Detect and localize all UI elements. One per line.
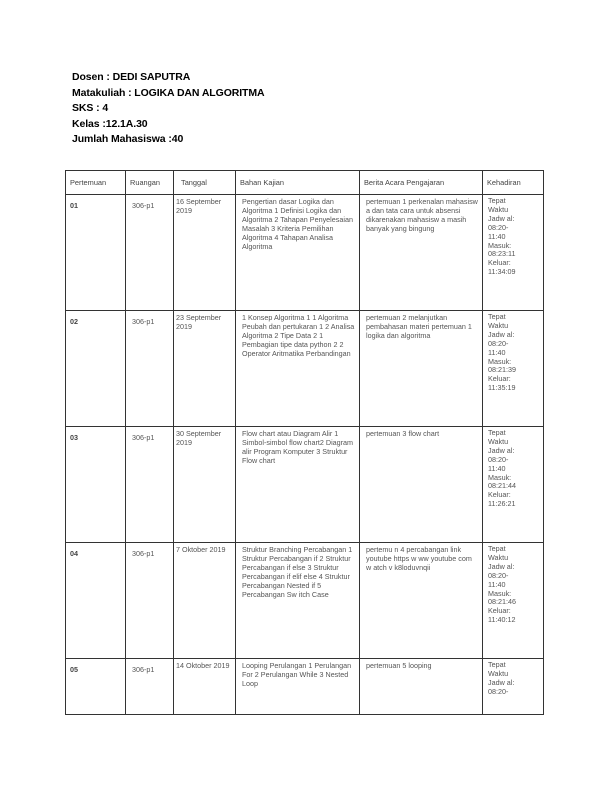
credit-units: SKS : 4 [72, 102, 109, 114]
column-header-pertemuan: Pertemuan [66, 171, 126, 195]
lecturer-name: Dosen : DEDI SAPUTRA [72, 71, 191, 83]
meeting-number: 04 [70, 549, 78, 558]
teaching-report: pertemuan 1 perkenalan mahasisw a dan tata cara untuk absensi dikarenakan mahasisw a masih banyak yang bingung [366, 197, 478, 233]
teaching-report: pertemuan 3 flow chart [366, 429, 440, 438]
room: 306-p1 [132, 665, 155, 674]
meeting-date: 30 September 2019 [176, 429, 222, 447]
column-header-berita-acara: Berita Acara Pengajaran [360, 171, 483, 195]
column-header-tanggal: Tanggal [174, 171, 236, 195]
teaching-report: pertemuan 2 melanjutkan pembahasan materi pertemuan 1 logika dan algoritma [366, 313, 472, 340]
table-row [66, 427, 544, 543]
meeting-number: 03 [70, 433, 78, 442]
room: 306-p1 [132, 549, 155, 558]
class-code: Kelas :12.1A.30 [72, 117, 148, 130]
course-name: Matakuliah : LOGIKA DAN ALGORITMA [72, 86, 265, 99]
table-header-row [66, 171, 544, 195]
attendance: Tepat Waktu Jadw al: 08:20- 11:40 Masuk: 08:21:44 Keluar: 11:26:21 [488, 428, 516, 509]
meeting-date: 7 Oktober 2019 [176, 545, 226, 554]
meeting-date: 16 September 2019 [176, 197, 222, 215]
meeting-number: 05 [70, 665, 78, 674]
table-row [66, 311, 544, 427]
course-material: 1 Konsep Algoritma 1 1 Algoritma Peubah dan pertukaran 1 2 Analisa Algoritma 2 Tipe Data 2 1 Pembagian tipe data python 2 2 Operator Aritmatika Perbandingan [242, 313, 355, 358]
meeting-date: 23 September 2019 [176, 313, 222, 331]
teaching-report: pertemu n 4 percabangan link youtube https w ww youtube com w atch v k8loduvnqii [366, 545, 472, 572]
attendance: Tepat Waktu Jadw al: 08:20- 11:40 Masuk: 08:23:11 Keluar: 11:34:09 [488, 196, 516, 277]
meeting-number: 01 [70, 201, 78, 210]
document-header [72, 70, 265, 148]
room: 306-p1 [132, 201, 155, 210]
room: 306-p1 [132, 317, 155, 326]
meeting-date: 14 Oktober 2019 [176, 661, 230, 670]
course-material: Flow chart atau Diagram Alir 1 Simbol-simbol flow chart2 Diagram alir Program Komputer 3 Struktur Flow chart [242, 429, 354, 465]
teaching-report: pertemuan 5 looping [366, 661, 432, 670]
course-material: Struktur Branching Percabangan 1 Struktur Percabangan if 2 Struktur Percabangan if else 3 Struktur Percabangan if elif else 4 Struktur Percabangan Nested if 5 Percabangan Sw itch Case [242, 545, 353, 599]
table-row [66, 543, 544, 659]
column-header-bahan-kajian: Bahan Kajian [236, 171, 360, 195]
student-count: Jumlah Mahasiswa :40 [72, 133, 184, 145]
table-row [66, 659, 544, 715]
table-row [66, 195, 544, 311]
column-header-ruangan: Ruangan [126, 171, 174, 195]
course-material: Pengertian dasar Logika dan Algoritma 1 Definisi Logika dan Algoritma 2 Tahapan Penyelesaian Masalah 3 Kriteria Pemilihan Algoritma 4 Tahapan Analisa Algoritma [242, 197, 353, 251]
attendance: Tepat Waktu Jadw al: 08:20- [488, 660, 515, 696]
attendance: Tepat Waktu Jadw al: 08:20- 11:40 Masuk: 08:21:46 Keluar: 11:40:12 [488, 544, 516, 625]
column-header-kehadiran: Kehadiran [483, 171, 544, 195]
lecture-schedule-table [65, 170, 544, 715]
room: 306-p1 [132, 433, 155, 442]
attendance: Tepat Waktu Jadw al: 08:20- 11:40 Masuk: 08:21:39 Keluar: 11:35:19 [488, 312, 516, 393]
meeting-number: 02 [70, 317, 78, 326]
course-material: Looping Perulangan 1 Perulangan For 2 Perulangan While 3 Nested Loop [242, 661, 352, 688]
